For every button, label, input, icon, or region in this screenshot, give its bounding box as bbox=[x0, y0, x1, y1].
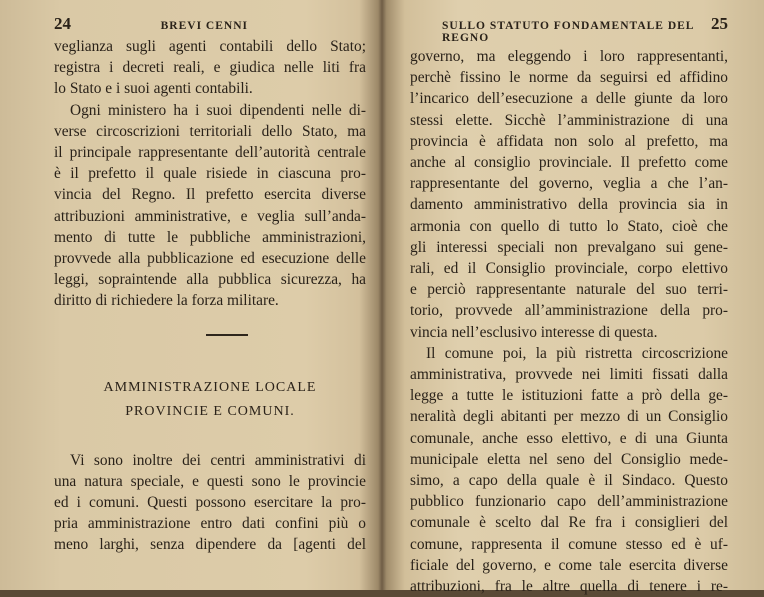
text-line: pubblico funzionario capo dell’amministrazione bbox=[410, 493, 728, 511]
running-head: SULLO STATUTO FONDAMENTALE DEL REGNO bbox=[442, 20, 694, 44]
text-line: una natura speciale, e questi sono le provincie bbox=[54, 472, 366, 490]
text-line: diritto di richiedere la forza militare. bbox=[54, 292, 279, 310]
page-number: 25 bbox=[711, 14, 728, 33]
right-page-header bbox=[410, 14, 728, 44]
text-line: leggi, sopraintende alla pubblica sicurezza, ha bbox=[54, 271, 366, 289]
text-line: comunale è scelto dal Re fra i consiglieri del bbox=[410, 514, 728, 532]
text-line: mento di tutte le pubbliche amministrazioni, bbox=[54, 228, 366, 246]
section-divider bbox=[206, 334, 248, 336]
text-line: anche al consiglio provinciale. Il prefetto come bbox=[410, 154, 728, 172]
text-line: il principale rappresentante dell’autorità centrale bbox=[54, 144, 366, 162]
page-number: 24 bbox=[54, 14, 71, 33]
text-line: registra i decreti reali, e giudica nelle liti fra bbox=[54, 59, 366, 77]
left-page-text-2 bbox=[54, 450, 366, 556]
text-line: simo, a capo della quale è il Sindaco. Questo bbox=[410, 472, 728, 490]
right-page bbox=[384, 0, 764, 596]
text-line: gli interessi speciali non prevalgano sui gene- bbox=[410, 238, 728, 256]
text-line: Vi sono inoltre dei centri amministrativi di bbox=[70, 451, 366, 469]
text-line: attribuzioni, fra le altre quella di tenere i re- bbox=[410, 578, 728, 596]
text-line: torio, provvede all’amministrazione della pro- bbox=[410, 302, 728, 320]
text-line: l’incarico dell’esecuzione a delle giunte da loro bbox=[410, 90, 728, 108]
right-page-text bbox=[410, 46, 728, 597]
text-line: legge a tutte le istituzioni fatte a prò della ge- bbox=[410, 387, 728, 405]
text-line: comune, rappresenta il comune stesso ed è uf- bbox=[410, 535, 728, 553]
text-line: veglianza sugli agenti contabili dello Stato; bbox=[54, 38, 366, 55]
text-line: damento amministrativo della provincia sia in bbox=[410, 196, 728, 214]
text-line: rappresentante del governo, veglia a che l’an- bbox=[410, 175, 728, 193]
text-line: Ogni ministero ha i suoi dipendenti nelle di- bbox=[70, 101, 366, 119]
text-line: vincia del Regno. Il prefetto esercita diverse bbox=[54, 186, 366, 204]
text-line: rali, ed il Consiglio provinciale, corpo elettivo bbox=[410, 260, 728, 278]
text-line: provincia è affidata non solo al prefetto, ma bbox=[410, 132, 728, 150]
text-line: amministrativa, provvede nei limiti fissati dalla bbox=[410, 366, 728, 384]
text-line: stessi elette. Sicchè l’amministrazione di una bbox=[410, 111, 728, 129]
text-line: armonia con quello di tutto lo Stato, cioè che bbox=[410, 217, 728, 235]
text-line: meno larghi, senza dipendere da [agenti del bbox=[54, 536, 366, 554]
text-line: governo, ma eleggendo i loro rappresentanti, bbox=[410, 48, 728, 65]
text-line: lo Stato e i suoi agenti contabili. bbox=[54, 80, 253, 98]
text-line: comunale, anche esso elettivo, e di una Giunta bbox=[410, 429, 728, 447]
text-line: pria amministrazione entro dati confini più o bbox=[54, 515, 366, 533]
left-page-text bbox=[54, 36, 366, 312]
text-line: ed i comuni. Questi possono esercitare la pro- bbox=[54, 494, 366, 512]
text-line: ficiale del governo, e come tale esercita diverse bbox=[410, 556, 728, 574]
left-page bbox=[0, 0, 382, 590]
section-title bbox=[54, 376, 366, 424]
text-line: neralità degli abitanti per mezzo di un Consiglio bbox=[410, 408, 728, 426]
text-line: perchè fissino le norme da seguirsi ed affidino bbox=[410, 69, 728, 87]
running-head: BREVI CENNI bbox=[160, 20, 248, 32]
text-line: provvede alla pubblicazione ed esecuzione delle bbox=[54, 250, 366, 268]
text-line: e perciò rappresentante naturale del suo terri- bbox=[410, 281, 728, 299]
left-page-header bbox=[54, 14, 366, 34]
text-line: vincia nell’esclusivo interesse di questa. bbox=[410, 323, 658, 341]
section-title-line: PROVINCIE E COMUNI. bbox=[125, 403, 295, 419]
text-line: Il comune poi, la più ristretta circoscrizione bbox=[426, 344, 728, 362]
text-line: municipale eletta nel seno del Consiglio mede- bbox=[410, 450, 728, 468]
text-line: attribuzioni amministrative, e veglia sull’anda- bbox=[54, 207, 366, 225]
text-line: è il prefetto il quale risiede in ciascuna pro- bbox=[54, 165, 366, 183]
text-line: verse circoscrizioni territoriali dello Stato, ma bbox=[54, 122, 366, 140]
section-title-line: AMMINISTRAZIONE LOCALE bbox=[103, 379, 317, 395]
